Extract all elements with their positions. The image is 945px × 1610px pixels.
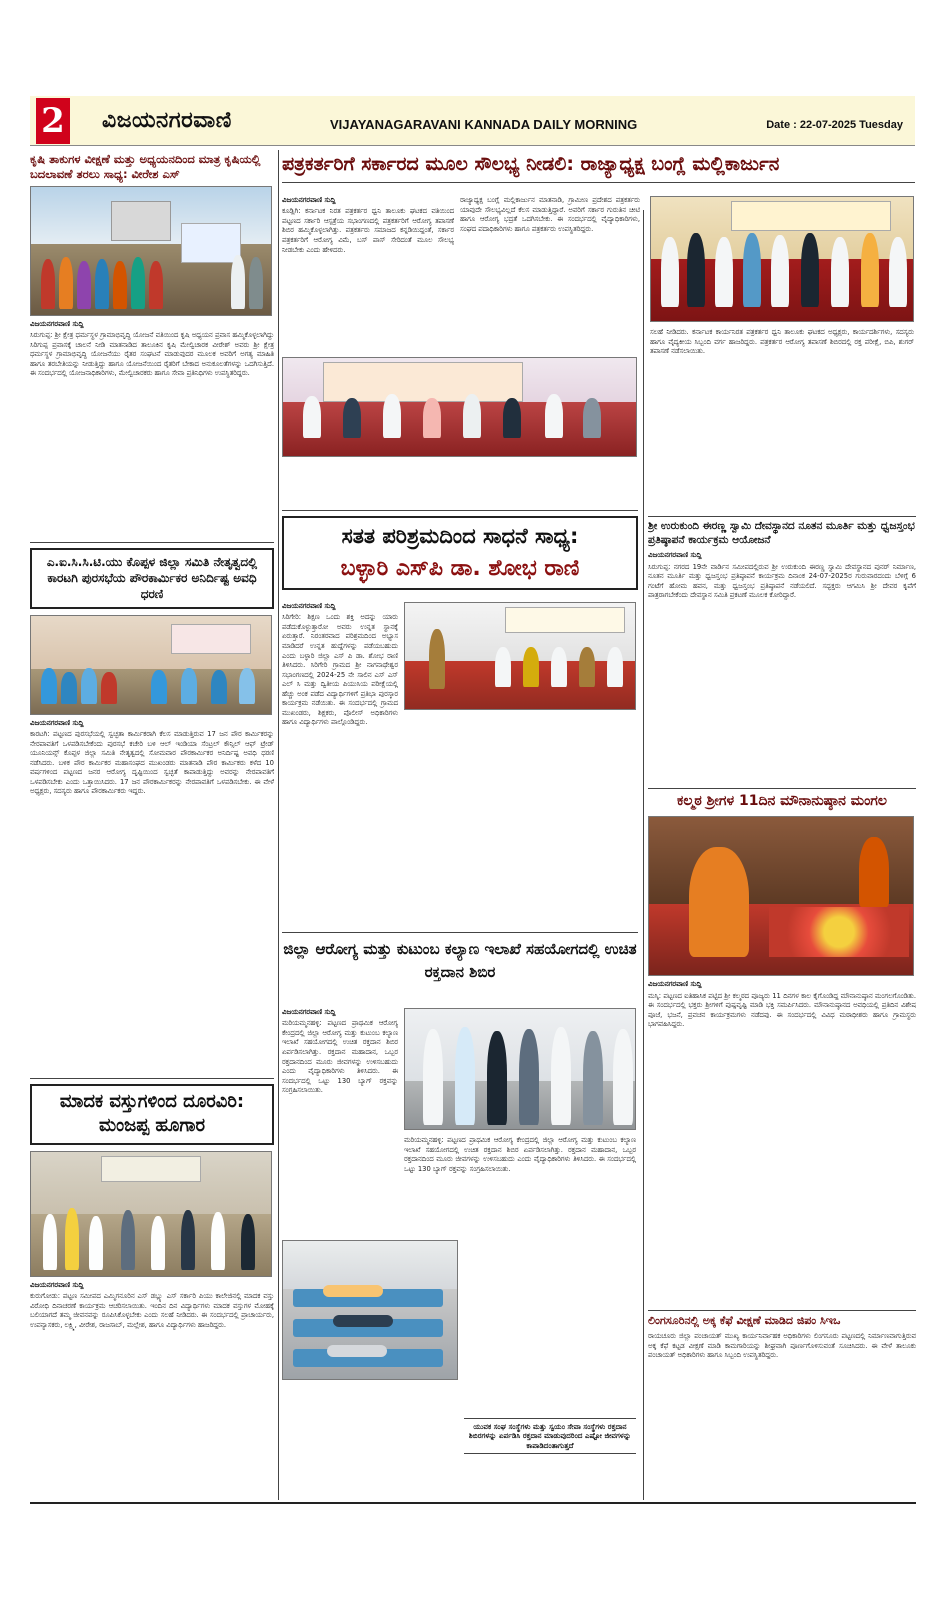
article-sp-achievement	[282, 516, 638, 926]
dateline: ವಿಜಯನಗರವಾಣಿ ಸುದ್ದಿ	[648, 551, 702, 560]
headline: ಕಲ್ಮಠ ಶ್ರೀಗಳ 11ದಿನ ಮೌನಾನುಷ್ಠಾನ ಮಂಗಲ	[677, 793, 887, 809]
article-body: ಸಿರುಗುಪ್ಪ: ಶ್ರೀ ಕ್ಷೇತ್ರ ಧರ್ಮಸ್ಥಳ ಗ್ರಾಮಾಭಿವೃದ್ಧಿ ಯೋಜನೆ ವತಿಯಿಂದ ಕೃಷಿ ಅಧ್ಯಯನ ಪ್ರವಾಸ ಹಮ್ಮಿಕೊಳ್ಳಲಾಗಿದ್ದು ಸಿರಿಗುಪ್ಪ ಪ್ರವಾಸಕ್ಕೆ ಚಾಲನೆ ನೀಡಿ ಮಾತನಾಡಿದ ತಾಲೂಕಿನ ಕೃಷಿ ಮೇಲ್ವಿಚಾರಕ ವೀರೇಶ್ ಅವರು ಶ್ರೀ ಕ್ಷೇತ್ರ ಧರ್ಮಸ್ಥಳ ಗ್ರಾಮಾಭಿವೃದ್ಧಿ ಯೋಜನೆಯು ರೈತರ ಸಂಘಟನೆ ಮಾಡುವುದರ ಮೂಲಕ ಅವರಿಗೆ ಅಗತ್ಯ ಮಾಹಿತಿ ಹಾಗೂ ತರಬೇತಿಯನ್ನು ನೀಡುತ್ತಿದ್ದು ಹಾಗೂ ಯೋಜನೆಯಿಂದ ರೈತರಿಗೆ ಬೇಕಾದ ಅನುಕೂಲತೆಗಳನ್ನು ಒದಗಿಸುತ್ತಿದೆ. ಈ ಸಂದರ್ಭದಲ್ಲಿ ಯೋಜನಾಧಿಕಾರಿಗಳು, ಮೇಲ್ವಿಚಾರಕರು ಹಾಗೂ ಸೇವಾ ಪ್ರತಿನಿಧಿಗಳು ಉಪಸ್ಥಿತರಿದ್ದರು.	[30, 331, 274, 378]
article-body: ಮಸ್ಕಿ: ಪಟ್ಟಣದ ಐತಿಹಾಸಿಕ ಪಟ್ಟಿದ ಶ್ರೀ ಕಲ್ಮಠದ ಪೂಜ್ಯರು 11 ದಿನಗಳ ಕಾಲ ಕೈಗೊಂಡಿದ್ದ ಮೌನಾನುಷ್ಠಾನ ಮಂಗಲಗೊಂಡಿತು. ಈ ಸಂದರ್ಭದಲ್ಲಿ ಭಕ್ತರು ಶ್ರೀಗಳಿಗೆ ಪುಷ್ಪವೃಷ್ಟಿ ಮಾಡಿ ಭಕ್ತಿ ಸಮರ್ಪಿಸಿದರು. ಮೌನಾನುಷ್ಠಾನದ ಅವಧಿಯಲ್ಲಿ ಪ್ರತಿದಿನ ವಿಶೇಷ ಪೂಜೆ, ಭಜನೆ, ಪ್ರವಚನ ಕಾರ್ಯಕ್ರಮಗಳು ನಡೆದವು. ಈ ಸಂದರ್ಭದಲ್ಲಿ ವಿವಿಧ ಮಠಾಧೀಶರು ಹಾಗೂ ಗ್ರಾಮಸ್ಥರು ಭಾಗವಹಿಸಿದ್ದರು.	[648, 991, 916, 1029]
headline: ಶ್ರೀ ಉರುಕುಂದಿ ಈರಣ್ಣ ಸ್ವಾಮಿ ದೇವಸ್ಥಾನದ ನೂತನ ಮೂರ್ತಿ ಮತ್ತು ಧ್ವಜಸ್ತಂಭ ಪ್ರತಿಷ್ಠಾಪನೆ ಕಾರ್ಯಕ್ರಮ ಆಯೋಜನೆ	[648, 516, 916, 547]
article-body: ಸಿರಿಗೇರಿ: ಶಿಕ್ಷಣ ಒಂದು ಶಕ್ತಿ ಅದನ್ನು ಯಾರು ಪಡೆದುಕೊಳ್ಳುತ್ತಾರೋ ಅವರು ಉನ್ನತ ಸ್ಥಾನಕ್ಕೆ ಏರುತ್ತಾರೆ. ನಿರಂತರವಾದ ಪರಿಶ್ರಮದಿಂದ ಅಭ್ಯಾಸ ಮಾಡಿದರೆ ಉನ್ನತ ಹುದ್ದೆಗಳನ್ನು ಪಡೆಯಬಹುದು ಎಂದು ಬಳ್ಳಾರಿ ಜಿಲ್ಲಾ ಎಸ್ ಪಿ ಡಾ. ಶೋಭ ರಾಣಿ ತಿಳಿಸಿದರು. ಸಿರಿಗೇರಿ ಗ್ರಾಮದ ಶ್ರೀ ನಾಗನಾಥೇಶ್ವರ ಸಭಾಂಗಣದಲ್ಲಿ 2024-25 ನೇ ಸಾಲಿನ ಎಸ್ ಎಸ್ ಎಲ್ ಸಿ ಮತ್ತು ದ್ವಿತೀಯ ಪಿಯುಸಿಯ ಪರೀಕ್ಷೆಯಲ್ಲಿ ಹೆಚ್ಚು ಅಂಕ ಪಡೆದ ವಿದ್ಯಾರ್ಥಿಗಳಿಗೆ ಪ್ರತಿಭಾ ಪುರಸ್ಕಾರ ಕಾರ್ಯಕ್ರಮ ನಡೆಯಿತು. ಈ ಸಂದರ್ಭದಲ್ಲಿ ಗ್ರಾಮದ ಮುಖಂಡರು, ಶಿಕ್ಷಕರು, ಪೊಲೀಸ್ ಅಧಿಕಾರಿಗಳು ಹಾಗೂ ವಿದ್ಯಾರ್ಥಿಗಳು ಪಾಲ್ಗೊಂಡಿದ್ದರು.	[282, 613, 398, 727]
photo-journalists-meeting	[282, 357, 637, 457]
headline: ಎ.ಐ.ಸಿ.ಸಿ.ಟಿ.ಯು ಕೊಪ್ಪಳ ಜಿಲ್ಲಾ ಸಮಿತಿ ನೇತೃತ್ವದಲ್ಲಿ ಕಾರಟಗಿ ಪುರಸಭೆಯ ಪೌರಕಾರ್ಮಿಕರ ಅನಿರ್ದಿಷ್ಟ ಅವಧಿ ಧರಣಿ	[30, 548, 274, 609]
dateline: ವಿಜಯನಗರವಾಣಿ ಸುದ್ದಿ	[648, 980, 702, 989]
page-bottom-rule	[30, 1502, 916, 1504]
headline: ಕೃಷಿ ತಾಕುಗಳ ವೀಕ್ಷಣೆ ಮತ್ತು ಅಧ್ಯಯನದಿಂದ ಮಾತ್ರ ಕೃಷಿಯಲ್ಲಿ ಬದಲಾವಣೆ ತರಲು ಸಾಧ್ಯ: ವೀರೇಶ ಎಸ್	[30, 152, 261, 181]
dateline: ವಿಜಯನಗರವಾಣಿ ಸುದ್ದಿ	[30, 718, 84, 727]
article-blood-donation	[282, 938, 638, 1500]
column-rule	[278, 150, 279, 1500]
headline: ಲಿಂಗಸೂರಿನಲ್ಲಿ ಅಕ್ಕ ಕೆಫೆ ವೀಕ್ಷಣೆ ಮಾಡಿದ ಜಿಪಂ ಸಿಇಒ	[648, 1314, 841, 1327]
dateline: ವಿಜಯನಗರವಾಣಿ ಸುದ್ದಿ	[30, 319, 84, 328]
masthead	[30, 96, 915, 146]
dateline: ವಿಜಯನಗರವಾಣಿ ಸುದ್ದಿ	[282, 196, 336, 204]
dateline: ವಿಜಯನಗರವಾಣಿ ಸುದ್ದಿ	[30, 1280, 84, 1289]
section-divider	[282, 510, 638, 511]
photo-sp-speech	[404, 602, 636, 710]
section-divider	[30, 542, 274, 543]
photo-certificate-presentation	[404, 1008, 636, 1130]
article-body: ಸಿರುಗುಪ್ಪ: ನಗರದ 19ನೇ ವಾರ್ಡಿನ ಸಮೀಪದಲ್ಲಿರುವ ಶ್ರೀ ಉರುಕುಂದಿ ಈರಣ್ಣ ಸ್ವಾಮಿ ದೇವಸ್ಥಾನದ ಪುನರ್ ನಿರ್ಮಾಣ, ನೂತನ ಮೂರ್ತಿ ಮತ್ತು ಧ್ವಜಸ್ತಂಭ ಪ್ರತಿಷ್ಠಾಪನೆ ಕಾರ್ಯಕ್ರಮ ದಿನಾಂಕ 24-07-2025ರ ಗುರುವಾರದಂದು ಬೆಳಿಗ್ಗೆ 6 ಗಂಟೆಗೆ ಹೋಮ ಹವನ, ಮತ್ತು ಧ್ವಜಸ್ತಂಭ ಪ್ರತಿಷ್ಠಾಪನೆ ನಡೆಯಲಿದೆ. ಸದ್ಭಕ್ತರು ಆಗಮಿಸಿ ಶ್ರೀ ದೇವರ ಕೃಪೆಗೆ ಪಾತ್ರರಾಗಬೇಕೆಂದು ದೇವಸ್ಥಾನ ಸಮಿತಿ ಪ್ರಕಟಣೆ ಮೂಲಕ ಕೋರಿದ್ದಾರೆ.	[648, 562, 916, 600]
article-temple-installation	[648, 516, 916, 786]
photo-farmers-bus	[30, 186, 272, 316]
photo-swamiji-flowers	[648, 816, 914, 976]
photo-students	[30, 1151, 272, 1277]
article-workers-protest	[30, 548, 274, 1078]
article-body: ಕೂಡ್ಲಿಗಿ: ಕರ್ನಾಟಕ ನಿರತ ಪತ್ರಕರ್ತರ ಧ್ವನಿ ತಾಲೂಕು ಘಟಕದ ವತಿಯಿಂದ ಪಟ್ಟಣದ ಸರ್ಕಾರಿ ಆಸ್ಪತ್ರೆಯ ಸಭಾಂಗಣದಲ್ಲಿ ಪತ್ರಕರ್ತರಿಗೆ ಆರೋಗ್ಯ ತಪಾಸಣೆ ಶಿಬಿರ ಹಮ್ಮಿಕೊಳ್ಳಲಾಗಿತ್ತು. ಪತ್ರಕರ್ತರು ಸಮಾಜದ ಕನ್ನಡಿಯಿದ್ದಂತೆ, ಸರ್ಕಾರ ಪತ್ರಕರ್ತರಿಗೆ ಆರೋಗ್ಯ ವಿಮೆ, ಬಸ್ ಪಾಸ್ ಸೇರಿದಂತೆ ಮೂಲ ಸೌಲಭ್ಯ ನೀಡಬೇಕು ಎಂದು ಹೇಳಿದರು.	[282, 207, 454, 254]
issue-date: Date : 22-07-2025 Tuesday	[766, 119, 903, 131]
article-farm-study	[30, 152, 274, 540]
article-body: ರಾಜ್ಯಾಧ್ಯಕ್ಷ ಬಂಗ್ಲೆ ಮಲ್ಲಿಕಾರ್ಜುನ ಮಾತನಾಡಿ, ಗ್ರಾಮೀಣ ಪ್ರದೇಶದ ಪತ್ರಕರ್ತರು ಯಾವುದೇ ಸೌಲಭ್ಯವಿಲ್ಲದೆ ಕೆಲಸ ಮಾಡುತ್ತಿದ್ದಾರೆ. ಅವರಿಗೆ ಸರ್ಕಾರ ಗುರುತಿನ ಚೀಟಿ ಹಾಗೂ ಆರೋಗ್ಯ ಭದ್ರತೆ ಒದಗಿಸಬೇಕು. ಈ ಸಂದರ್ಭದಲ್ಲಿ ವೈದ್ಯಾಧಿಕಾರಿಗಳು, ಸಂಘದ ಪದಾಧಿಕಾರಿಗಳು ಹಾಗೂ ಪತ್ರಕರ್ತರು ಉಪಸ್ಥಿತರಿದ್ದರು.	[460, 196, 640, 233]
paper-name-kannada: ವಿಜಯನಗರವಾಣಿ	[102, 108, 232, 133]
article-body: ಕಾರಟಗಿ: ಪಟ್ಟಣದ ಪುರಸಭೆಯಲ್ಲಿ ಸ್ವಚ್ಛತಾ ಕಾರ್ಮಿಕರಾಗಿ ಕೆಲಸ ಮಾಡುತ್ತಿರುವ 17 ಜನ ಪೌರ ಕಾರ್ಮಿಕರನ್ನು ನೇರಪಾವತಿಗೆ ಒಳಪಡಿಸಬೇಕೆಂದು ಪುರಸಭೆ ಕಚೇರಿ ಬಳಿ ಆಲ್ ಇಂಡಿಯಾ ಸೆಂಟ್ರಲ್ ಕೌನ್ಸಿಲ್ ಆಫ್ ಟ್ರೇಡ್ ಯೂನಿಯನ್ಸ್ ಕೊಪ್ಪಳ ಜಿಲ್ಲಾ ಸಮಿತಿ ನೇತೃತ್ವದಲ್ಲಿ ಸೋಮವಾರ ಪೌರಕಾರ್ಮಿಕರ ಅನಿರ್ದಿಷ್ಟ ಅವಧಿ ಧರಣಿ ನಡೆಸಿದರು. ಬಳಿಕ ಪೌರ ಕಾರ್ಮಿಕರ ಮಹಾಸಂಘದ ಮುಖಂಡರು ಮಾತನಾಡಿ ಪೌರ ಕಾರ್ಮಿಕರು ಕಳೆದ 10 ವರ್ಷಗಳಿಂದ ಪಟ್ಟಣದ ಜನರ ಆರೋಗ್ಯ ದೃಷ್ಟಿಯಿಂದ ಸ್ವಚ್ಛತೆ ಕಾಪಾಡುತ್ತಿದ್ದು ಅವರನ್ನು ನೇರಪಾವತಿಗೆ ಒಳಪಡಿಸಬೇಕು ಎಂದು ಒತ್ತಾಯಿಸಿದರು. 17 ಜನ ಪೌರಕಾರ್ಮಿಕರನ್ನು ನೇರಪಾವತಿಗೆ ಒಳಪಡಿಸಬೇಕು. ಈ ವೇಳೆ ಅಧ್ಯಕ್ಷರು, ಸದಸ್ಯರು ಹಾಗೂ ಪೌರಕಾರ್ಮಿಕರು ಇದ್ದರು.	[30, 730, 274, 796]
section-divider	[648, 1310, 916, 1311]
dateline: ವಿಜಯನಗರವಾಣಿ ಸುದ್ದಿ	[282, 602, 336, 610]
headline: ಮಾದಕ ವಸ್ತುಗಳಿಂದ ದೂರವಿರಿ: ಮಂಜಪ್ಪ ಹೂಗಾರ	[30, 1084, 274, 1145]
headline: ಜಿಲ್ಲಾ ಆರೋಗ್ಯ ಮತ್ತು ಕುಟುಂಬ ಕಲ್ಯಾಣ ಇಲಾಖೆ ಸಹಯೋಗದಲ್ಲಿ ಉಚಿತ ರಕ್ತದಾನ ಶಿಬಿರ	[283, 940, 637, 981]
photo-donors-on-beds	[282, 1240, 458, 1380]
section-divider	[282, 932, 638, 933]
section-divider	[648, 788, 916, 789]
paper-name-english: VIJAYANAGARAVANI KANNADA DAILY MORNING	[330, 117, 638, 132]
article-akka-cafe	[648, 1314, 916, 1504]
headline: ಪತ್ರಕರ್ತರಿಗೆ ಸರ್ಕಾರದ ಮೂಲ ಸೌಲಭ್ಯ ನೀಡಲಿ: ರಾಜ್ಯಾಧ್ಯಕ್ಷ ಬಂಗ್ಲೆ ಮಲ್ಲಿಕಾರ್ಜುನ	[282, 152, 915, 183]
page-number: 2	[36, 98, 70, 144]
article-kalmath-silence	[648, 792, 916, 1232]
photo-protest	[30, 615, 272, 715]
article-journalists-facilities	[282, 152, 915, 512]
article-body: ಮರಿಯಮ್ಮನಹಳ್ಳಿ: ಪಟ್ಟಣದ ಪ್ರಾಥಮಿಕ ಆರೋಗ್ಯ ಕೇಂದ್ರದಲ್ಲಿ ಜಿಲ್ಲಾ ಆರೋಗ್ಯ ಮತ್ತು ಕುಟುಂಬ ಕಲ್ಯಾಣ ಇಲಾಖೆ ಸಹಯೋಗದಲ್ಲಿ ಉಚಿತ ರಕ್ತದಾನ ಶಿಬಿರ ಏರ್ಪಡಿಸಲಾಗಿತ್ತು. ರಕ್ತದಾನ ಮಹಾದಾನ, ಒಬ್ಬರ ರಕ್ತದಾನದಿಂದ ಮೂರು ಜೀವಗಳನ್ನು ಉಳಿಸಬಹುದು ಎಂದು ವೈದ್ಯಾಧಿಕಾರಿಗಳು ತಿಳಿಸಿದರು. ಈ ಸಂದರ್ಭದಲ್ಲಿ ಒಟ್ಟು 130 ಬ್ಯಾಗ್ ರಕ್ತವನ್ನು ಸಂಗ್ರಹಿಸಲಾಯಿತು.	[282, 1019, 398, 1095]
article-body-continued: ಮರಿಯಮ್ಮನಹಳ್ಳಿ: ಪಟ್ಟಣದ ಪ್ರಾಥಮಿಕ ಆರೋಗ್ಯ ಕೇಂದ್ರದಲ್ಲಿ ಜಿಲ್ಲಾ ಆರೋಗ್ಯ ಮತ್ತು ಕುಟುಂಬ ಕಲ್ಯಾಣ ಇಲಾಖೆ ಸಹಯೋಗದಲ್ಲಿ ಉಚಿತ ರಕ್ತದಾನ ಶಿಬಿರ ಏರ್ಪಡಿಸಲಾಗಿತ್ತು. ರಕ್ತದಾನ ಮಹಾದಾನ, ಒಬ್ಬರ ರಕ್ತದಾನದಿಂದ ಮೂರು ಜೀವಗಳನ್ನು ಉಳಿಸಬಹುದು ಎಂದು ವೈದ್ಯಾಧಿಕಾರಿಗಳು ತಿಳಿಸಿದರು. ಈ ಸಂದರ್ಭದಲ್ಲಿ ಒಟ್ಟು 130 ಬ್ಯಾಗ್ ರಕ್ತವನ್ನು ಸಂಗ್ರಹಿಸಲಾಯಿತು.	[404, 1136, 636, 1173]
pull-quote: ಯುವಕ ಸಂಘ ಸಂಸ್ಥೆಗಳು ಮತ್ತು ಸ್ವಯಂ ಸೇವಾ ಸಂಸ್ಥೆಗಳು ರಕ್ತದಾನ ಶಿಬಿರಗಳನ್ನು ಏರ್ಪಡಿಸಿ ರಕ್ತದಾನ ಮಾಡುವುದರಿಂದ ಎಷ್ಟೋ ಜೀವಗಳನ್ನು ಕಾಪಾಡಿದಂತಾಗುತ್ತದೆ	[468, 1422, 632, 1450]
dateline: ವಿಜಯನಗರವಾಣಿ ಸುದ್ದಿ	[282, 1008, 336, 1016]
article-drug-awareness	[30, 1084, 274, 1504]
article-body: ಕುರುಗೋಡು: ಪಟ್ಟಣ ಸಮೀಪದ ಎಮ್ಮಿಗನೂರಿನ ಎಸ್ ಡಬ್ಲ್ಯು ಎಸ್ ಸರ್ಕಾರಿ ಪಿಯು ಕಾಲೇಜಿನಲ್ಲಿ ಮಾದಕ ವಸ್ತು ವಿರೋಧಿ ದಿನಾಚರಣೆ ಕಾರ್ಯಕ್ರಮ ಆಚರಿಸಲಾಯಿತು. ಇಂದಿನ ದಿನ ವಿದ್ಯಾರ್ಥಿಗಳು ಮಾದಕ ವಸ್ತುಗಳ ಮೋಹಕ್ಕೆ ಬಲಿಯಾಗದೆ ತಮ್ಮ ಜೀವನವನ್ನು ರೂಪಿಸಿಕೊಳ್ಳಬೇಕು ಎಂದು ಸಲಹೆ ನೀಡಿದರು. ಈ ಸಂದರ್ಭದಲ್ಲಿ ಪ್ರಾಚಾರ್ಯರು, ಉಪನ್ಯಾಸಕರು, ಲಕ್ಷ್ಮಿ, ವೀರೇಶ, ರಾಜಸಾಬ್, ಮಲ್ಲೇಶ, ಹಾಗೂ ವಿದ್ಯಾರ್ಥಿಗಳು ಹಾಜರಿದ್ದರು.	[30, 1292, 274, 1329]
headline-line-2: ಬಳ್ಳಾರಿ ಎಸ್‌ಪಿ ಡಾ. ಶೋಭ ರಾಣಿ	[340, 556, 580, 582]
headline-line-1: ಸತತ ಪರಿಶ್ರಮದಿಂದ ಸಾಧನೆ ಸಾಧ್ಯ:	[341, 524, 579, 548]
photo-health-camp-group	[650, 196, 914, 322]
section-divider	[30, 1078, 274, 1079]
article-body: ಸಲಹೆ ನೀಡಿದರು. ಕರ್ನಾಟಕ ಕಾರ್ಯನಿರತ ಪತ್ರಕರ್ತರ ಧ್ವನಿ ತಾಲೂಕು ಘಟಕದ ಅಧ್ಯಕ್ಷರು, ಕಾರ್ಯದರ್ಶಿಗಳು, ಸದಸ್ಯರು ಹಾಗೂ ವೈದ್ಯಕೀಯ ಸಿಬ್ಬಂದಿ ವರ್ಗ ಹಾಜರಿದ್ದರು. ಪತ್ರಕರ್ತರ ಆರೋಗ್ಯ ತಪಾಸಣೆ ಶಿಬಿರದಲ್ಲಿ ರಕ್ತ ಪರೀಕ್ಷೆ, ಬಿಪಿ, ಶುಗರ್ ತಪಾಸಣೆ ನಡೆಸಲಾಯಿತು.	[650, 328, 914, 356]
article-body: ರಾಯಚೂರು ಜಿಲ್ಲಾ ಪಂಚಾಯತ್ ಮುಖ್ಯ ಕಾರ್ಯನಿರ್ವಾಹಕ ಅಧಿಕಾರಿಗಳು ಲಿಂಗಸೂರು ಪಟ್ಟಣದಲ್ಲಿ ನಿರ್ಮಾಣವಾಗುತ್ತಿರುವ ಅಕ್ಕ ಕೆಫೆ ಕಟ್ಟಡ ವೀಕ್ಷಣೆ ಮಾಡಿ ಕಾಮಗಾರಿಯನ್ನು ಶೀಘ್ರವಾಗಿ ಪೂರ್ಣಗೊಳಿಸುವಂತೆ ಸೂಚಿಸಿದರು. ಈ ವೇಳೆ ತಾಲೂಕು ಪಂಚಾಯತ್ ಅಧಿಕಾರಿಗಳು ಹಾಗೂ ಸಿಬ್ಬಂದಿ ಉಪಸ್ಥಿತರಿದ್ದರು.	[648, 1332, 916, 1360]
